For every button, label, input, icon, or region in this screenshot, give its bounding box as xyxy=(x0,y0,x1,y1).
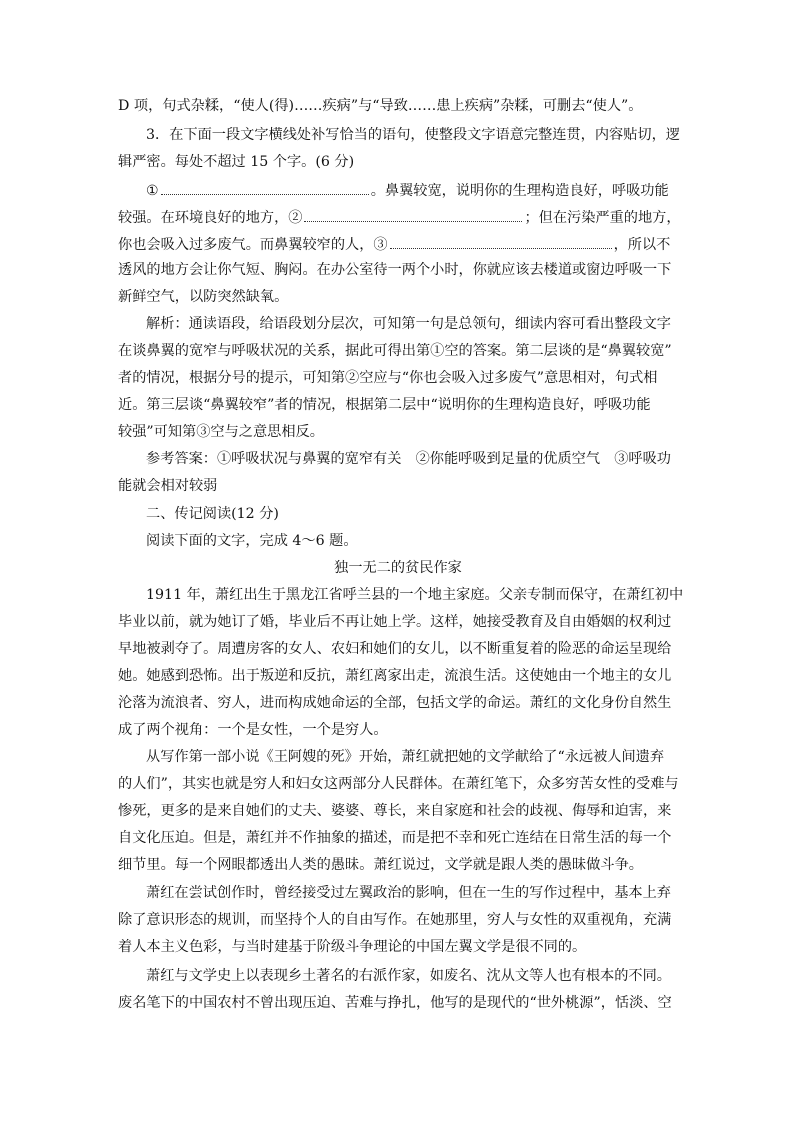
answer-line-1: 参考答案：①呼吸状况与鼻翼的宽窄有关 ②你能呼吸到足量的优质空气 ③呼吸功 xyxy=(146,451,671,467)
article-p2-line-4: 自文化压迫。但是，萧红并不作抽象的描述，而是把不幸和死亡连结在日常生活的每一个 xyxy=(118,830,672,846)
article-p4-line-2: 废名笔下的中国农村不曾出现压迫、苦难与挣扎，他写的是现代的“世外桃源”，恬淡、空 xyxy=(118,995,672,1011)
q3-passage-line-2-b: ；但在污染严重的地方， xyxy=(524,210,681,226)
analysis-line-2: 在谈鼻翼的宽窄与呼吸状况的关系，据此可得出第①空的答案。第二层谈的是“鼻翼较宽” xyxy=(118,343,672,359)
blank-1-marker: ① xyxy=(146,183,159,199)
q3-passage-line-3-a: 你也会吸入过多废气。而鼻翼较窄的人，③ xyxy=(118,237,388,253)
article-p2-line-3: 惨死，更多的是来自她们的丈夫、婆婆、尊长，来自家庭和社会的歧视、侮辱和迫害，来 xyxy=(118,803,672,819)
q3-passage-line-4: 透风的地方会让你气短、胸闷。在办公室待一两个小时，你就应该去楼道或窗边呼吸一下 xyxy=(118,262,672,278)
analysis-line-5: 较强”可知第③空与之意思相反。 xyxy=(118,424,324,440)
q3-passage-line-1 xyxy=(146,179,678,201)
article-p2-line-1: 从写作第一部小说《王阿嫂的死》开始，萧红就把她的文学献给了“永远被人间遗弃 xyxy=(146,749,665,765)
article-p3-line-2: 除了意识形态的规训，而坚持个人的自由写作。在她那里，穷人与女性的双重视角，充满 xyxy=(118,912,672,928)
q3-passage-line-1-rest: 。鼻翼较宽，说明你的生理构造良好，呼吸功能 xyxy=(370,183,669,199)
q3-passage-line-3-b: ，所以不 xyxy=(613,237,671,253)
article-p1-line-1: 1911 年，萧红出生于黑龙江省呼兰县的一个地主家庭。父亲专制而保守，在萧红初中 xyxy=(146,587,684,603)
analysis-line-1: 解析：通读语段，给语段划分层次，可知第一句是总领句，细读内容可看出整段文字 xyxy=(146,316,671,332)
article-title: 独一无二的贫民作家 xyxy=(334,560,462,576)
q3-passage-line-2 xyxy=(118,206,681,228)
article-p3-line-3: 着人本主义色彩，与当时建基于阶级斗争理论的中国左翼文学是很不同的。 xyxy=(118,939,587,955)
q3-passage-line-3 xyxy=(118,233,678,255)
section-heading: 二、传记阅读(12 分) xyxy=(146,506,279,522)
analysis-line-3: 者的情况，根据分号的提示，可知第②空应与“你也会吸入过多废气”意思相对，句式相 xyxy=(118,370,658,386)
answer-blank-3[interactable] xyxy=(390,233,612,249)
analysis-line-4: 近。第三层谈“鼻翼较窄”者的情况，根据第二层中“说明你的生理构造良好，呼吸功能 xyxy=(118,397,651,413)
article-p1-line-5: 沦落为流浪者、穷人，进而构成她命运的全部，包括文学的命运。萧红的文化身份自然生 xyxy=(118,695,672,711)
article-p2-line-2: 的人们”，其实也就是穷人和妇女这两部分人民群体。在萧红笔下，众多穷苦女性的受难与 xyxy=(118,776,679,792)
article-p1-line-3: 早地被剥夺了。周遭房客的女人、农妇和她们的女儿，以不断重复着的险恶的命运呈现给 xyxy=(118,641,672,657)
article-p3-line-1: 萧红在尝试创作时，曾经接受过左翼政治的影响，但在一生的写作过程中，基本上弃 xyxy=(146,885,671,901)
q3-stem-line-2: 辑严密。每处不超过 15 个字。(6 分) xyxy=(118,154,355,170)
q3-stem-line-1: 3．在下面一段文字横线处补写恰当的语句，使整段文字语意完整连贯，内容贴切，逻 xyxy=(146,127,680,143)
answer-blank-1[interactable] xyxy=(161,179,369,195)
q3-passage-line-5: 新鲜空气，以防突然缺氧。 xyxy=(118,289,289,305)
article-p1-line-4: 她。她感到恐怖。出于叛逆和反抗，萧红离家出走，流浪生活。这使她由一个地主的女儿 xyxy=(118,668,672,684)
q3-passage-line-2-a: 较强。在环境良好的地方，② xyxy=(118,210,303,226)
answer-line-2: 能就会相对较弱 xyxy=(118,478,218,494)
article-p4-line-1: 萧红与文学史上以表现乡土著名的右派作家，如废名、沈从文等人也有根本的不同。 xyxy=(146,968,671,984)
q2-explanation-tail: D 项，句式杂糅，“使人(得)……疾病”与“导致……患上疾病”杂糅，可删去“使人”。 xyxy=(118,98,643,114)
answer-blank-2[interactable] xyxy=(304,206,522,222)
article-p1-line-6: 成了两个视角：一个是女性，一个是穷人。 xyxy=(118,722,388,738)
section-instruction: 阅读下面的文字，完成 4～6 题。 xyxy=(146,533,358,549)
article-p2-line-5: 细节里。每一个网眼都透出人类的愚昧。萧红说过，文学就是跟人类的愚昧做斗争。 xyxy=(118,857,643,873)
article-p1-line-2: 毕业以前，就为她订了婚，毕业后不再让她上学。这样，她接受教育及自由婚姻的权利过 xyxy=(118,614,672,630)
